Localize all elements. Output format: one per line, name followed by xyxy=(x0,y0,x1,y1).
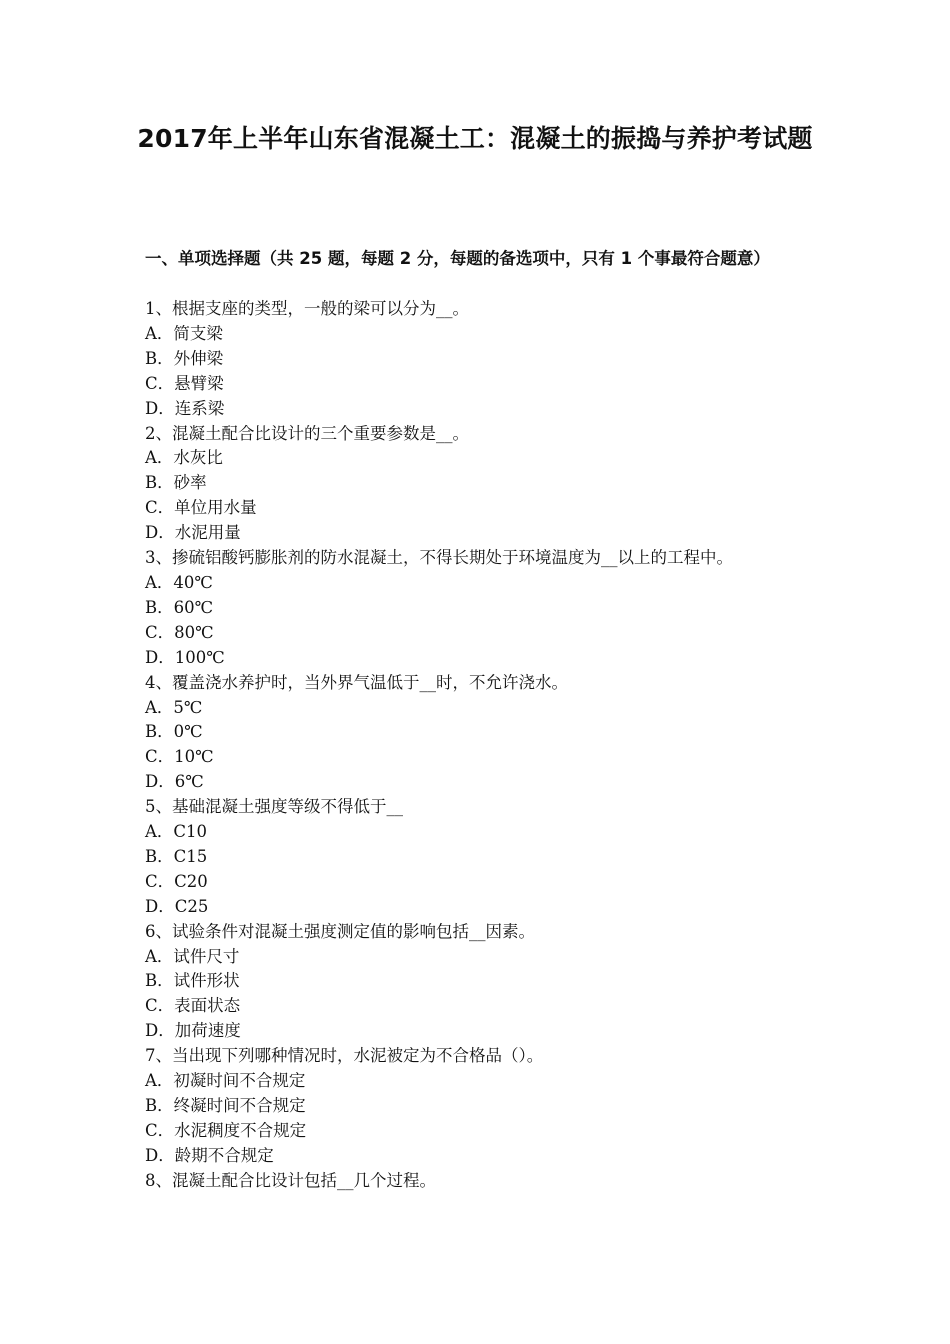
option-line: C．C20 xyxy=(145,871,208,891)
option-line: D．连系梁 xyxy=(145,398,225,418)
option-line: D．加荷速度 xyxy=(145,1021,241,1041)
question-line: 5、基础混凝土强度等级不得低于__ xyxy=(145,797,403,817)
option-line: D．C25 xyxy=(145,896,209,916)
question-line: 4、覆盖浇水养护时，当外界气温低于__时，不允许浇水。 xyxy=(145,672,568,692)
section-heading: 一、单项选择题（共 25 题，每题 2 分，每题的备选项中，只有 1 个事最符合题意） xyxy=(145,249,770,268)
option-line: B．60℃ xyxy=(145,597,214,617)
option-line: D．6℃ xyxy=(145,772,204,792)
option-line: A．40℃ xyxy=(145,572,213,592)
option-line: C．悬臂梁 xyxy=(145,373,224,393)
question-line: 1、根据支座的类型，一般的梁可以分为__。 xyxy=(145,299,469,318)
option-line: B．试件形状 xyxy=(145,971,240,991)
question-line: 7、当出现下列哪种情况时，水泥被定为不合格品（）。 xyxy=(145,1046,544,1066)
option-line: A．初凝时间不合规定 xyxy=(145,1071,306,1091)
option-line: B．终凝时间不合规定 xyxy=(145,1096,306,1115)
option-line: C．表面状态 xyxy=(145,996,241,1016)
option-line: B．C15 xyxy=(145,846,208,866)
option-line: C．10℃ xyxy=(145,747,214,767)
option-line: A．水灰比 xyxy=(145,448,223,468)
option-line: D．龄期不合规定 xyxy=(145,1145,274,1165)
option-line: D．水泥用量 xyxy=(145,523,241,543)
option-line: C．单位用水量 xyxy=(145,498,257,518)
question-line: 8、混凝土配合比设计包括__几个过程。 xyxy=(145,1170,436,1190)
option-line: A．C10 xyxy=(145,822,208,842)
question-line: 2、混凝土配合比设计的三个重要参数是__。 xyxy=(145,423,469,443)
option-line: D．100℃ xyxy=(145,647,225,667)
option-line: B．0℃ xyxy=(145,722,203,742)
option-line: A．简支梁 xyxy=(145,323,223,343)
option-line: B．外伸梁 xyxy=(145,348,224,368)
document-title: 2017年上半年山东省混凝土工：混凝土的振捣与养护考试题 xyxy=(137,124,813,153)
option-line: B．砂率 xyxy=(145,473,207,493)
question-line: 6、试验条件对混凝土强度测定值的影响包括__因素。 xyxy=(145,921,535,941)
option-line: C．水泥稠度不合规定 xyxy=(145,1120,307,1140)
option-line: A．试件尺寸 xyxy=(145,946,240,966)
question-list xyxy=(145,297,815,1194)
option-line: A．5℃ xyxy=(145,697,203,717)
option-line: C．80℃ xyxy=(145,622,214,642)
question-line: 3、掺硫铝酸钙膨胀剂的防水混凝土，不得长期处于环境温度为__以上的工程中。 xyxy=(145,548,733,568)
